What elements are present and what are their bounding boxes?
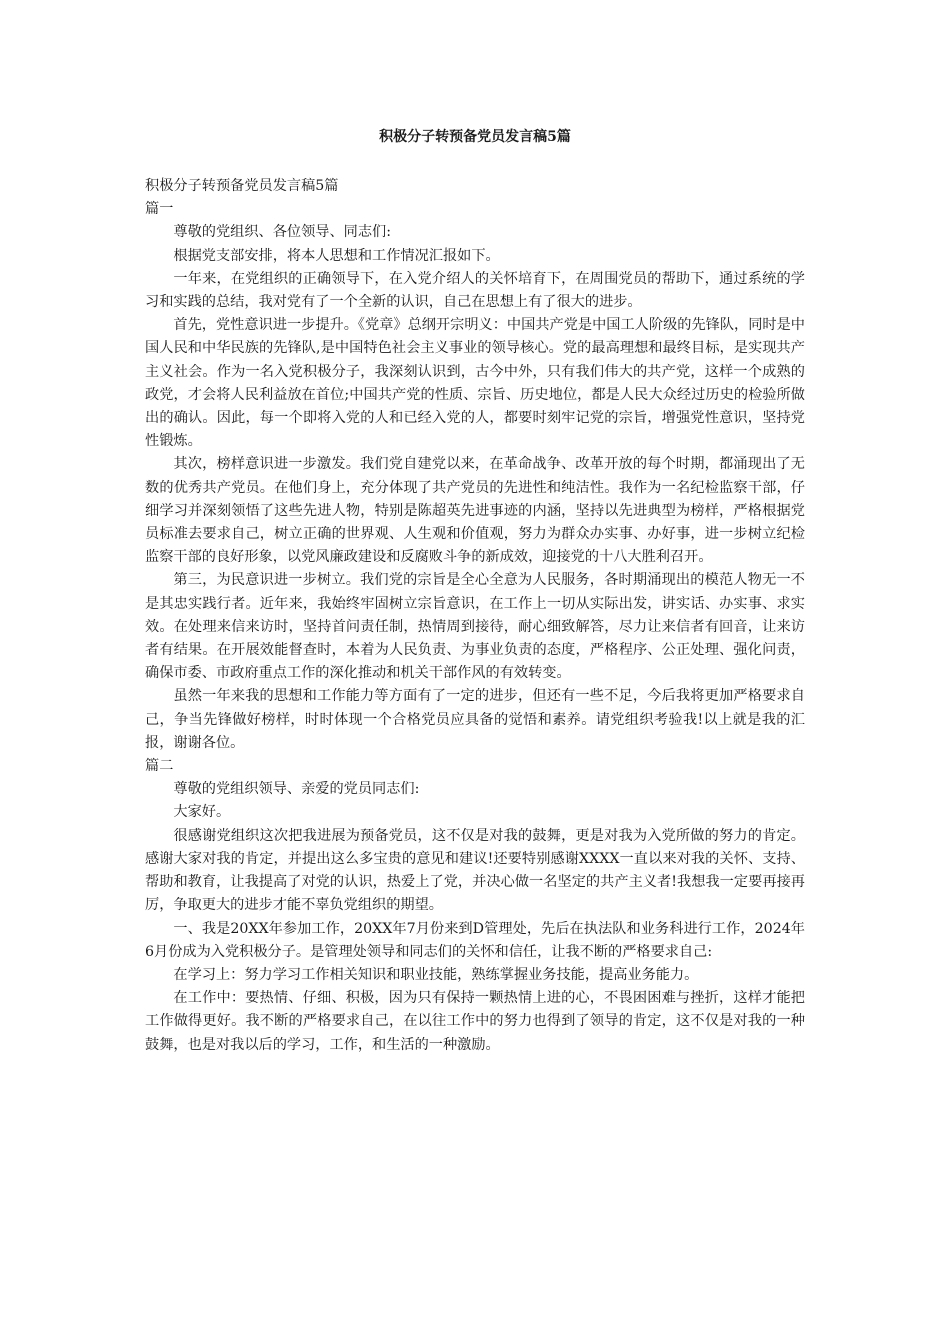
section-heading: 篇二 bbox=[145, 758, 174, 775]
body-paragraph: 首先，党性意识进一步提升。《党章》总纲开宗明义：中国共产党是中国工人阶级的先锋队，同时是中国人民和中华民族的先锋队,是中国特色社会主义事业的领导核心。党的最高理想和最终目标，是实现共产主义社会。作为一名入党积极分子，我深刻认识到，古今中外，只有我们伟大的共产党，这样一个成熟的政党，才会将人民利益放在首位;中国共产党的性质、宗旨、历史地位，都是人民大众经过历史的检验所做出的确认。因此，每一个即将入党的人和已经入党的人，都要时刻牢记党的宗旨，增强党性意识，坚持党性锻炼。 bbox=[145, 317, 805, 450]
body-paragraph: 第三，为民意识进一步树立。我们党的宗旨是全心全意为人民服务，各时期涌现出的模范人物无一不是其忠实践行者。近年来，我始终牢固树立宗旨意识，在工作上一切从实际出发，讲实话、办实事、求实效。在处理来信来访时，坚持首问责任制，热情周到接待，耐心细致解答，尽力让来信者有回音，让来访者有结果。在开展效能督查时，本着为人民负责、为事业负责的态度，严格程序、公正处理、强化问责，确保市委、市政府重点工作的深化推动和机关干部作风的有效转变。 bbox=[145, 572, 805, 682]
section-heading: 篇一 bbox=[145, 201, 174, 218]
body-paragraph: 一年来，在党组织的正确领导下，在入党介绍人的关怀培育下，在周围党员的帮助下，通过系统的学习和实践的总结，我对党有了一个全新的认识，自己在思想上有了很大的进步。 bbox=[145, 270, 805, 311]
body-paragraph: 一、我是20XX年参加工作，20XX年7月份来到D管理处，先后在执法队和业务科进行工作，2024年6月份成为入党积极分子。是管理处领导和同志们的关怀和信任，让我不断的严格要求自己: bbox=[145, 920, 805, 960]
body-paragraph: 在学习上：努力学习工作相关知识和职业技能，熟练掌握业务技能，提高业务能力。 bbox=[173, 966, 699, 983]
body-paragraph: 很感谢党组织这次把我进展为预备党员，这不仅是对我的鼓舞，更是对我为入党所做的努力的肯定。感谢大家对我的肯定，并提出这么多宝贵的意见和建议!还要特别感谢XXXX一直以来对我的关怀、支持、帮助和教育，让我提高了对党的认识，热爱上了党，并决心做一名坚定的共产主义者!我想我一定要再接再厉，争取更大的进步才能不辜负党组织的期望。 bbox=[145, 827, 805, 914]
body-paragraph: 尊敬的党组织领导、亲爱的党员同志们: bbox=[173, 781, 420, 798]
body-paragraph: 在工作中：要热情、仔细、积极，因为只有保持一颗热情上进的心，不畏困困难与挫折，这样才能把工作做得更好。我不断的严格要求自己，在以往工作中的努力也得到了领导的肯定，这不仅是对我的一种鼓舞，也是对我以后的学习，工作，和生活的一种激励。 bbox=[145, 990, 805, 1053]
document-body bbox=[145, 175, 805, 1057]
body-paragraph: 根据党支部安排，将本人思想和工作情况汇报如下。 bbox=[173, 247, 500, 264]
body-paragraph: 尊敬的党组织、各位领导、同志们: bbox=[173, 224, 391, 241]
document-title: 积极分子转预备党员发言稿5篇 bbox=[379, 129, 571, 145]
body-paragraph: 大家好。 bbox=[173, 804, 231, 821]
body-paragraph: 虽然一年来我的思想和工作能力等方面有了一定的进步，但还有一些不足，今后我将更加严格要求自己，争当先锋做好榜样，时时体现一个合格党员应具备的觉悟和素养。请党组织考验我!以上就是我的汇报，谢谢各位。 bbox=[145, 688, 805, 751]
section-heading: 积极分子转预备党员发言稿5篇 bbox=[145, 178, 339, 194]
body-paragraph: 其次，榜样意识进一步激发。我们党自建党以来，在革命战争、改革开放的每个时期，都涌现出了无数的优秀共产党员。在他们身上，充分体现了共产党员的先进性和纯洁性。我作为一名纪检监察干部，仔细学习并深刻领悟了这些先进人物，特别是陈超英先进事迹的内涵，坚持以先进典型为榜样，严格根据党员标准去要求自己，树立正确的世界观、人生观和价值观，努力为群众办实事、办好事，进一步树立纪检监察干部的良好形象，以党风廉政建设和反腐败斗争的新成效，迎接党的十八大胜利召开。 bbox=[145, 456, 805, 566]
